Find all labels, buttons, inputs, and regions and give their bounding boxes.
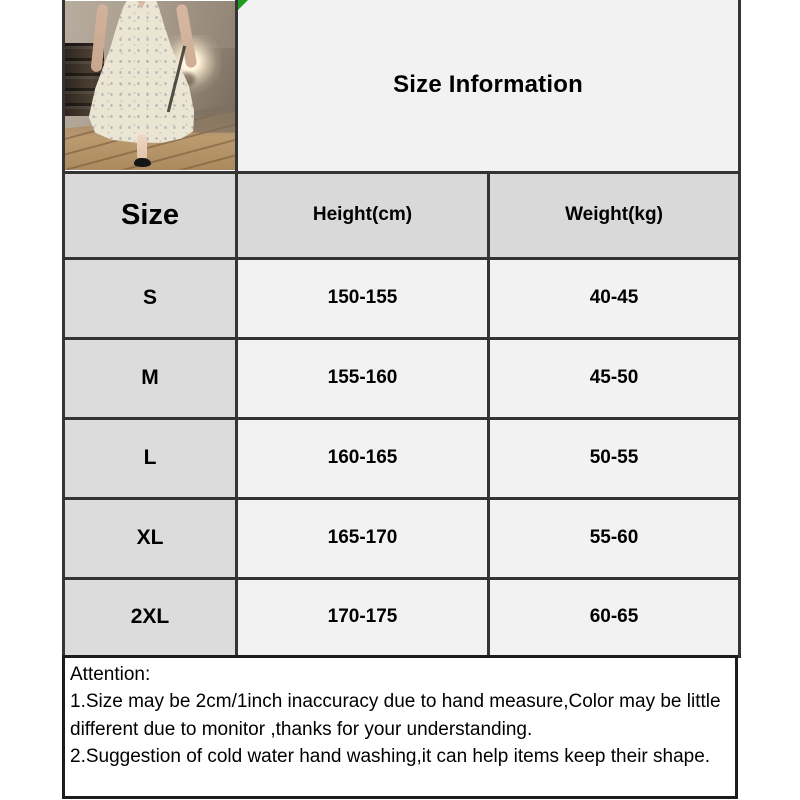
- table-row: [64, 338, 740, 418]
- attention-line-1: 1.Size may be 2cm/1inch inaccuracy due to hand measure,Color may be little different due to monitor ,thanks for your understanding.: [70, 691, 721, 740]
- weight-value: 55-60: [489, 498, 740, 578]
- size-label: L: [64, 418, 237, 498]
- size-info-sheet: [62, 0, 738, 799]
- height-value: 155-160: [237, 338, 489, 418]
- table-row: [64, 498, 740, 578]
- weight-value: 60-65: [489, 578, 740, 656]
- product-photo-cell: [64, 0, 237, 172]
- height-value: 160-165: [237, 418, 489, 498]
- attention-line-2: 2.Suggestion of cold water hand washing,it can help items keep their shape.: [70, 746, 711, 767]
- table-row: [64, 258, 740, 338]
- weight-value: 45-50: [489, 338, 740, 418]
- attention-note: [62, 655, 738, 799]
- page-title: Size Information: [393, 71, 583, 99]
- weight-value: 50-55: [489, 418, 740, 498]
- height-value: 150-155: [237, 258, 489, 338]
- size-label: M: [64, 338, 237, 418]
- weight-value: 40-45: [489, 258, 740, 338]
- table-row: [64, 578, 740, 656]
- column-header-size: Size: [64, 172, 237, 258]
- size-chart-table: [62, 0, 741, 658]
- column-header-weight: Weight(kg): [489, 172, 740, 258]
- title-cell: [237, 0, 740, 172]
- black-shoe: [134, 158, 151, 167]
- height-value: 165-170: [237, 498, 489, 578]
- height-value: 170-175: [237, 578, 489, 656]
- green-corner-marker-icon: [238, 0, 248, 10]
- size-label: XL: [64, 498, 237, 578]
- product-photo: [65, 1, 235, 170]
- column-header-height: Height(cm): [237, 172, 489, 258]
- model-right-arm: [175, 4, 197, 69]
- size-label: 2XL: [64, 578, 237, 656]
- table-row: [64, 418, 740, 498]
- attention-heading: Attention:: [70, 663, 151, 685]
- model-figure: [89, 1, 194, 170]
- size-label: S: [64, 258, 237, 338]
